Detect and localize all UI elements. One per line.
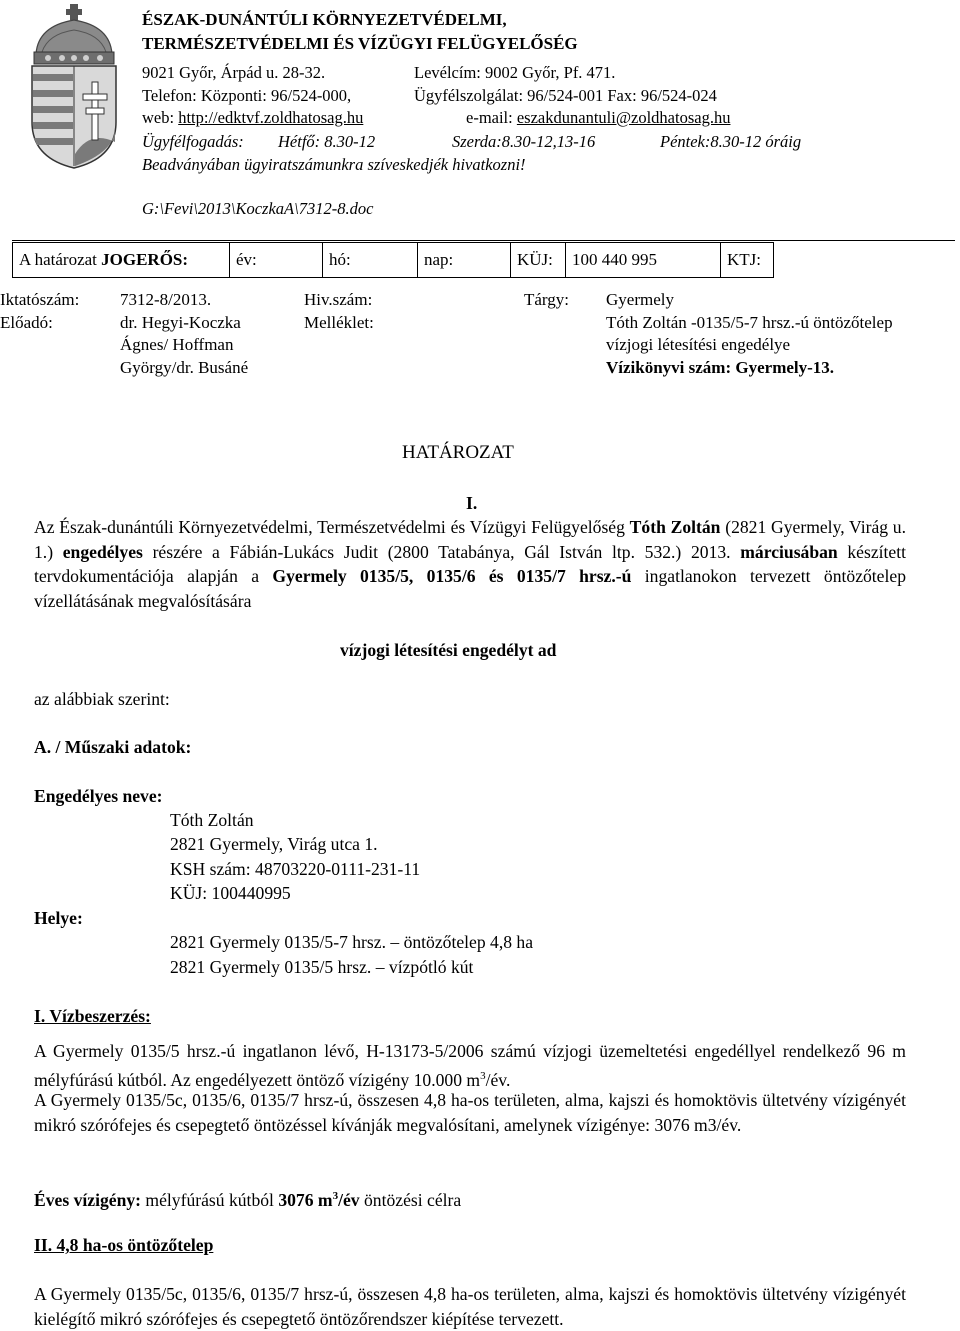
finality-month: hó: (323, 243, 418, 278)
agency-client-service: Ügyfélszolgálat: 96/524-001 Fax: 96/524-024 (414, 86, 717, 105)
grant-statement: vízjogi létesítési engedélyt ad (340, 640, 557, 660)
licensee-ksh: KSH szám: 48703220-0111-231-11 (170, 859, 421, 879)
hours-friday: Péntek:8.30-12 óráig (660, 132, 802, 151)
eloado-line1: dr. Hegyi-Koczka (120, 313, 241, 332)
email-link[interactable]: eszakdunantuli@zoldhatosag.hu (516, 108, 731, 127)
subject-line3: vízjogi létesítési engedélye (606, 335, 791, 354)
kuj-value: 100 440 995 (566, 243, 721, 278)
decision-heading: HATÁROZAT (402, 442, 514, 463)
irrigation-site-heading: II. 4,8 ha-os öntözőtelep (34, 1235, 214, 1255)
licensee-label: Engedélyes neve: (34, 786, 163, 806)
water-source-heading: I. Vízbeszerzés: (34, 1006, 151, 1026)
decision-paragraph: Az Észak-dunántúli Környezetvédelmi, Természetvédelmi és Vízügyi Felügyelőség Tóth Zoltán (2821 Gyermely, Virág u. 1.) engedélyes részére a Fábián-Lukács Judit (2800 Tatabánya, Gál István ltp. 532.) 2013. márciusában készített tervdokumentációja alapján a Gyermely 0135/5, 0135/6 és 0135/7 hrsz.-ú ingatlanokon tervezett öntözőtelep vízellátásának megvalósítására (34, 517, 907, 611)
place-line2: 2821 Gyermely 0135/5 hrsz. – vízpótló kút (170, 957, 474, 977)
melleklet-label: Melléklet: (304, 313, 374, 332)
water-source-paragraph2: A Gyermely 0135/5c, 0135/6, 0135/7 hrsz-ú, összesen 4,8 ha-os területen, alma, kajszi és homoktövis ültetvény vízigényét mikró szórófejes és csepegtető öntözéssel kívánják megvalósítani, amelynek vízigénye: 3076 m3/év. (34, 1090, 906, 1135)
finality-day: nap: (418, 243, 511, 278)
web-link[interactable]: http://edktvf.zoldhatosag.hu (178, 108, 364, 127)
place-line1: 2821 Gyermely 0135/5-7 hrsz. – öntözőtelep 4,8 ha (170, 932, 534, 952)
agency-title-line1: ÉSZAK-DUNÁNTÚLI KÖRNYEZETVÉDELMI, (142, 10, 507, 29)
finality-year: év: (230, 243, 323, 278)
subject-line4: Vízikönyvi szám: Gyermely-13. (606, 358, 835, 377)
water-source-paragraph1: A Gyermely 0135/5 hrsz.-ú ingatlanon lévő, H-13173-5/2006 számú vízjogi üzemeltetési engedéllyel rendelkező 96 m mélyfúrású kútból. Az engedélyezett öntöző vízigény 10.000 $m^3/év$. (34, 1041, 906, 1090)
section-number: I. (466, 493, 478, 513)
finality-status-table (12, 242, 774, 278)
hours-wednesday: Szerda:8.30-12,13-16 (452, 132, 596, 151)
irrigation-site-paragraph: A Gyermely 0135/5c, 0135/6, 0135/7 hrsz-ú, összesen 4,8 ha-os területen, alma, kajszi és homoktövis ültetvény vízigényét kielégítő mikró szórófejes és csepegtető öntözőrendszer kiépítése tervezett. (34, 1284, 906, 1329)
eloado-label: Előadó: (0, 313, 53, 332)
agency-web (142, 107, 363, 129)
as-follows-label: az alábbiak szerint: (34, 689, 170, 709)
ktj-label: KTJ: (721, 243, 774, 278)
eloado-line2: Ágnes/ Hoffman (120, 335, 234, 354)
header-divider (12, 240, 955, 241)
annual-demand: Éves vízigény: mélyfúrású kútból 3076 $m^3/év$ öntözési célra (34, 1189, 462, 1210)
reference-note: Beadványában ügyiratszámunkra szíveskedjék hivatkozni! (142, 155, 526, 174)
agency-phone: Telefon: Központi: 96/524-000, (142, 86, 352, 105)
subject-label: Tárgy: (524, 290, 570, 309)
agency-address: 9021 Győr, Árpád u. 28-32. (142, 63, 326, 82)
subject-line1: Gyermely (606, 290, 674, 309)
coat-of-arms-logo (28, 2, 120, 170)
licensee-address: 2821 Gyermely, Virág utca 1. (170, 834, 378, 854)
technical-data-heading: A. / Műszaki adatok: (34, 737, 192, 757)
hours-monday: Hétfő: 8.30-12 (278, 132, 376, 151)
hours-label: Ügyfélfogadás: (142, 132, 244, 151)
file-path: G:\Fevi\2013\KoczkaA\7312-8.doc (142, 199, 374, 218)
licensee-name: Tóth Zoltán (170, 810, 254, 830)
iktato-value: 7312-8/2013. (120, 290, 212, 309)
agency-title-line2: TERMÉSZETVÉDELMI ÉS VÍZÜGYI FELÜGYELŐSÉG (142, 34, 578, 53)
finality-label: A határozat JOGERŐS: (13, 243, 230, 278)
agency-email (466, 107, 730, 129)
email-label: e-mail: (466, 108, 517, 127)
iktato-label: Iktatószám: (0, 290, 80, 309)
hiv-label: Hiv.szám: (304, 290, 373, 309)
web-label: web: (142, 108, 179, 127)
kuj-label: KÜJ: (511, 243, 566, 278)
agency-postal: Levélcím: 9002 Győr, Pf. 471. (414, 63, 616, 82)
subject-line2: Tóth Zoltán -0135/5-7 hrsz.-ú öntözőtelep (606, 313, 893, 332)
eloado-line3: György/dr. Busáné (120, 358, 249, 377)
licensee-kuj: KÜJ: 100440995 (170, 883, 291, 903)
place-label: Helye: (34, 908, 83, 928)
